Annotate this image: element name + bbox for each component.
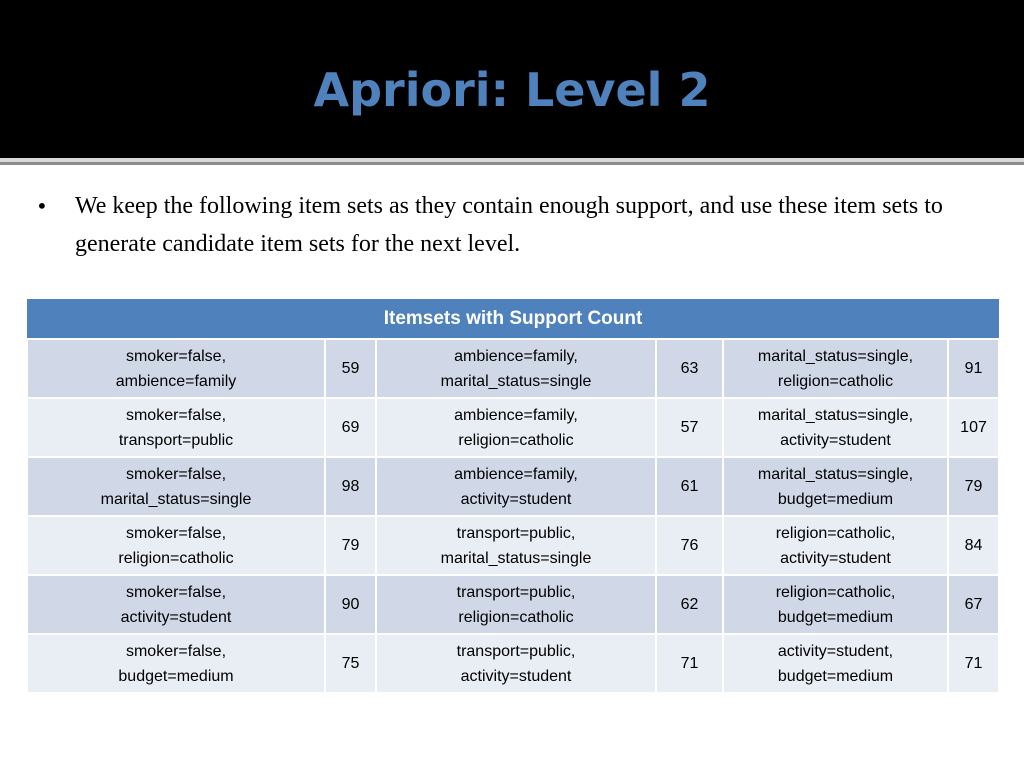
itemset-cell <box>376 634 656 693</box>
item: transport=public, <box>456 583 576 601</box>
item: religion=catholic <box>458 608 574 626</box>
item: smoker=false, <box>125 406 227 424</box>
support-count: 75 <box>325 634 376 693</box>
itemset-cell <box>27 575 325 634</box>
item: transport=public, <box>456 642 576 660</box>
support-count: 76 <box>656 516 723 575</box>
item: marital_status=single, <box>757 406 914 424</box>
title-divider-shadow <box>0 162 1024 165</box>
itemset-cell <box>376 339 656 398</box>
bullet-marker: • <box>36 194 48 218</box>
item: activity=student <box>120 608 232 626</box>
item: budget=medium <box>118 667 234 685</box>
item: transport=public, <box>456 524 576 542</box>
support-count: 59 <box>325 339 376 398</box>
itemset-cell <box>27 457 325 516</box>
itemsets-table <box>26 299 1000 694</box>
item: smoker=false, <box>125 524 227 542</box>
item: religion=catholic <box>777 372 894 390</box>
itemset-cell <box>27 339 325 398</box>
item: marital_status=single, <box>757 465 914 483</box>
support-count: 91 <box>948 339 999 398</box>
support-count: 61 <box>656 457 723 516</box>
item: marital_status=single <box>440 372 592 390</box>
slide-title: Apriori: Level 2 <box>313 63 711 117</box>
itemset-cell <box>27 516 325 575</box>
table-header-row <box>27 299 999 339</box>
table-row <box>27 516 999 575</box>
itemset-cell <box>723 634 948 693</box>
item: ambience=family, <box>454 465 578 483</box>
support-count: 90 <box>325 575 376 634</box>
item: marital_status=single <box>100 490 252 508</box>
itemset-cell <box>723 516 948 575</box>
item: ambience=family, <box>454 347 578 365</box>
item: ambience=family <box>115 372 237 390</box>
item: religion=catholic <box>458 431 574 449</box>
item: activity=student <box>780 431 891 449</box>
table-header: Itemsets with Support Count <box>27 299 999 339</box>
table-row <box>27 634 999 693</box>
support-count: 107 <box>948 398 999 457</box>
support-count: 98 <box>325 457 376 516</box>
support-count: 69 <box>325 398 376 457</box>
item: ambience=family, <box>454 406 578 424</box>
table-row <box>27 457 999 516</box>
itemset-cell <box>723 339 948 398</box>
itemset-cell <box>376 398 656 457</box>
support-count: 79 <box>325 516 376 575</box>
item: marital_status=single, <box>757 347 914 365</box>
item: activity=student, <box>777 642 894 660</box>
item: transport=public <box>118 431 234 449</box>
item: smoker=false, <box>125 465 227 483</box>
itemset-cell <box>723 457 948 516</box>
item: smoker=false, <box>125 583 227 601</box>
support-count: 67 <box>948 575 999 634</box>
item: religion=catholic, <box>775 524 896 542</box>
item: smoker=false, <box>125 347 227 365</box>
support-count: 84 <box>948 516 999 575</box>
item: budget=medium <box>777 608 894 626</box>
item: budget=medium <box>777 490 894 508</box>
support-count: 63 <box>656 339 723 398</box>
table-row <box>27 339 999 398</box>
itemset-cell <box>376 575 656 634</box>
support-count: 71 <box>656 634 723 693</box>
item: activity=student <box>460 667 572 685</box>
support-count: 57 <box>656 398 723 457</box>
item: religion=catholic <box>118 549 234 567</box>
itemset-cell <box>723 398 948 457</box>
itemset-cell <box>27 398 325 457</box>
item: marital_status=single <box>440 549 592 567</box>
support-count: 71 <box>948 634 999 693</box>
item: smoker=false, <box>125 642 227 660</box>
table-row <box>27 398 999 457</box>
item: budget=medium <box>777 667 894 685</box>
itemset-cell <box>376 457 656 516</box>
itemset-cell <box>376 516 656 575</box>
support-count: 79 <box>948 457 999 516</box>
table-row <box>27 575 999 634</box>
itemset-cell <box>723 575 948 634</box>
item: activity=student <box>460 490 572 508</box>
support-count: 62 <box>656 575 723 634</box>
itemset-cell <box>27 634 325 693</box>
item: activity=student <box>780 549 891 567</box>
bullet-text: We keep the following item sets as they contain enough support, and use these item sets to generate candidate item sets for the next level. <box>75 193 943 257</box>
item: religion=catholic, <box>775 583 896 601</box>
